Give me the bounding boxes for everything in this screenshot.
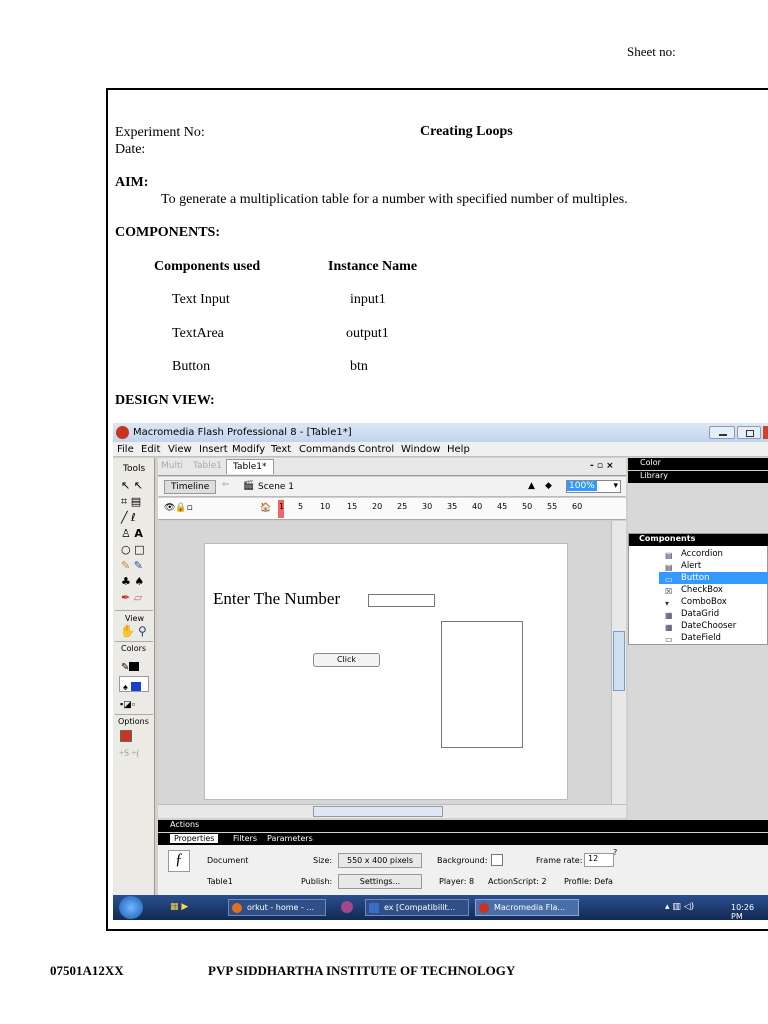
component-icons: ▤ ▤ ▭ ☒ ▾ ▦ ▦ ▭ <box>665 551 673 644</box>
color-panel-label: Color <box>640 458 661 467</box>
menu-bar <box>113 442 768 457</box>
document-name: Table1 <box>207 877 233 886</box>
taskbar-item[interactable]: orkut - home - ... <box>228 899 326 916</box>
minimize-button[interactable] <box>709 426 735 439</box>
menu-text[interactable]: Text <box>271 444 292 455</box>
pen-tool-icon[interactable]: ♙ <box>121 527 131 540</box>
hand-tool-icon[interactable]: ✋ <box>120 624 135 638</box>
frame-rate-input[interactable]: 12 <box>584 853 614 867</box>
actionscript-label: ActionScript: 2 <box>488 877 547 886</box>
taskbar <box>113 895 768 920</box>
ruler-tick: 30 <box>422 502 433 511</box>
zoom-tool-icon[interactable]: ⚲ <box>137 624 147 638</box>
ruler-tick: 1 <box>279 502 285 511</box>
zoom-value: 100% <box>569 481 595 491</box>
work-area <box>158 521 626 804</box>
edit-scene-icon[interactable]: ▲ <box>528 481 535 491</box>
layer-lock-icon[interactable]: 🏠 <box>260 503 272 513</box>
menu-window[interactable]: Window <box>401 444 441 455</box>
ruler-tick: 10 <box>320 502 331 511</box>
player-label: Player: 8 <box>439 877 475 886</box>
footer-code: 07501A12XX <box>50 963 124 978</box>
date-label: Date: <box>115 142 146 157</box>
components-panel-header[interactable] <box>629 534 768 546</box>
experiment-title: Creating Loops <box>420 124 513 139</box>
stroke-color-swatch[interactable] <box>121 657 147 673</box>
flash-icon <box>479 903 489 913</box>
component-item[interactable]: CheckBox <box>681 585 723 595</box>
help-icon[interactable]: ? <box>613 848 618 857</box>
window-title-bar <box>113 423 768 442</box>
stroke-pencil-icon: ✎ <box>121 662 130 673</box>
back-arrow-icon[interactable]: ⇐ <box>222 480 230 490</box>
start-button[interactable] <box>119 896 143 919</box>
instance-name-header: Instance Name <box>328 259 418 274</box>
ink-bottle-icon[interactable]: ♣ <box>121 575 131 588</box>
vertical-scrollbar[interactable] <box>611 521 626 804</box>
scene-label: Scene 1 <box>258 482 295 492</box>
document-tab-bar <box>158 458 626 476</box>
component-item[interactable]: Accordion <box>681 549 723 559</box>
menu-insert[interactable]: Insert <box>199 444 228 455</box>
window-controls-icon[interactable]: - ▫ × <box>590 461 614 471</box>
background-color-swatch[interactable] <box>491 854 503 866</box>
timeline-button[interactable]: Timeline <box>164 480 216 494</box>
horizontal-scrollbar[interactable] <box>158 804 626 818</box>
aim-heading: AIM: <box>115 175 149 190</box>
ruler-tick: 15 <box>347 502 358 511</box>
restore-button[interactable] <box>737 426 761 439</box>
ruler-tick: 5 <box>298 502 304 511</box>
menu-edit[interactable]: Edit <box>141 444 161 455</box>
free-transform-icon[interactable]: ⌗ <box>121 495 128 508</box>
tools-label: Tools <box>123 464 146 474</box>
selected-row-highlight <box>659 572 768 584</box>
stage <box>204 543 568 800</box>
stage-text-input[interactable] <box>368 594 435 607</box>
tools-panel <box>113 458 155 895</box>
publish-label: Publish: <box>301 877 333 886</box>
clock: 10:26 PM <box>731 903 755 920</box>
properties-panel <box>158 845 768 895</box>
brush-tool-icon[interactable]: ✎ <box>133 559 143 572</box>
component-item[interactable]: Alert <box>681 561 702 571</box>
aim-text: To generate a multiplication table for a number with specified number of multiples. <box>161 192 628 207</box>
quicklaunch-icons[interactable]: ▦ ▶ <box>170 902 189 912</box>
lasso-tool-icon[interactable]: ℓ <box>131 511 136 524</box>
menu-file[interactable]: File <box>117 444 134 455</box>
fill-bucket-icon: ♠ <box>123 682 128 692</box>
ruler-tick: 55 <box>547 502 558 511</box>
chevron-down-icon: ▾ <box>613 481 618 491</box>
fill-color-swatch[interactable] <box>119 676 149 692</box>
options-label: Options <box>118 717 149 726</box>
ruler-tick: 25 <box>397 502 408 511</box>
ruler-tick: 50 <box>522 502 533 511</box>
h-scrollbar-thumb[interactable] <box>313 806 443 817</box>
timeline-ruler <box>158 498 626 520</box>
doc-tab[interactable]: Multi <box>161 461 183 471</box>
window-title: Macromedia Flash Professional 8 - [Table1*] <box>133 427 352 438</box>
menu-view[interactable]: View <box>168 444 192 455</box>
ruler-tick: 45 <box>497 502 508 511</box>
colors-label: Colors <box>121 644 147 653</box>
ruler-tick: 40 <box>472 502 483 511</box>
line-tool-icon[interactable]: ╱ <box>121 511 128 524</box>
tab-filters[interactable]: Filters <box>233 834 257 843</box>
document-label: Document <box>207 856 249 865</box>
library-panel-label: Library <box>640 471 668 480</box>
arrow-tool-icon[interactable]: ↖ <box>121 479 131 492</box>
edit-bar <box>158 477 626 497</box>
subselect-tool-icon[interactable]: ↖ <box>133 479 143 492</box>
menu-help[interactable]: Help <box>447 444 470 455</box>
oval-tool-icon[interactable]: ○ <box>121 543 131 556</box>
ruler-tick: 20 <box>372 502 383 511</box>
actions-label: Actions <box>170 820 200 829</box>
component-item[interactable]: DateChooser <box>681 621 737 631</box>
instance-cell: output1 <box>346 326 389 341</box>
menu-commands[interactable]: Commands <box>299 444 356 455</box>
experiment-label: Experiment No: <box>115 125 205 140</box>
close-button[interactable] <box>763 426 768 439</box>
pencil-tool-icon[interactable]: ✎ <box>121 559 131 572</box>
messenger-icon[interactable] <box>341 901 353 913</box>
view-label: View <box>125 614 144 623</box>
components-panel-label: Components <box>639 534 696 543</box>
stage-label: Enter The Number <box>213 589 341 608</box>
snap-magnet-icon[interactable] <box>120 730 132 742</box>
browser-icon <box>232 903 242 913</box>
size-label: Size: <box>313 856 333 865</box>
doc-tab[interactable]: Table1 <box>193 461 222 471</box>
component-item[interactable]: DateField <box>681 633 721 643</box>
menu-control[interactable]: Control <box>358 444 395 455</box>
minimize-icon <box>719 434 727 436</box>
scene-icon: 🎬 <box>243 481 255 491</box>
text-tool-icon[interactable]: A <box>134 527 143 540</box>
flash-app-icon <box>116 426 129 439</box>
word-icon <box>369 903 379 913</box>
tool-icons <box>121 478 145 606</box>
layer-icons[interactable]: 👁🔒▫ <box>164 503 193 513</box>
components-panel <box>628 533 768 645</box>
frame-rate-label: Frame rate: <box>536 856 583 865</box>
edit-symbol-icon[interactable]: ◆ <box>545 481 552 491</box>
flash-screenshot <box>113 423 768 920</box>
taskbar-item-active[interactable]: Macromedia Fla... <box>475 899 579 916</box>
tray-icons[interactable]: ▴ ▥ ◁) <box>665 902 695 912</box>
settings-button[interactable]: Settings... <box>338 874 422 889</box>
components-used-header: Components used <box>154 259 261 274</box>
ruler-tick: 60 <box>572 502 583 511</box>
design-view-heading: DESIGN VIEW: <box>115 393 215 408</box>
smooth-straighten-icons[interactable]: +S +( <box>119 748 140 758</box>
component-item[interactable]: ComboBox <box>681 597 727 607</box>
taskbar-item[interactable]: ex [Compatibilit... <box>365 899 469 916</box>
tab-properties[interactable]: Properties <box>170 834 218 843</box>
paint-bucket-icon[interactable]: ♠ <box>134 575 145 588</box>
instance-cell: btn <box>350 359 368 374</box>
properties-tab-bar <box>158 833 768 845</box>
eyedropper-icon[interactable]: ✒ <box>121 591 131 604</box>
footer-institute: PVP SIDDHARTHA INSTITUTE OF TECHNOLOGY <box>208 963 516 978</box>
restore-icon <box>746 430 754 437</box>
sheet-number-label: Sheet no: <box>627 44 676 59</box>
ruler-tick: 35 <box>447 502 458 511</box>
zoom-select[interactable] <box>566 480 621 493</box>
stage-text-area[interactable] <box>441 621 523 748</box>
component-cell: Button <box>172 359 211 374</box>
color-panel-header[interactable] <box>628 458 768 470</box>
component-cell: Text Input <box>172 292 230 307</box>
document-type-icon: ƒ <box>168 850 190 872</box>
instance-cell: input1 <box>350 292 386 307</box>
rectangle-tool-icon[interactable]: □ <box>134 543 145 556</box>
tab-parameters[interactable]: Parameters <box>267 834 313 843</box>
menu-modify[interactable]: Modify <box>232 444 266 455</box>
view-icons <box>120 624 147 639</box>
actions-panel-header[interactable] <box>158 820 768 832</box>
gradient-transform-icon[interactable]: ▤ <box>130 495 142 508</box>
background-label: Background: <box>437 856 488 865</box>
size-button[interactable]: 550 x 400 pixels <box>338 853 422 868</box>
library-panel-header[interactable] <box>628 471 768 483</box>
profile-label: Profile: Defa <box>564 877 613 886</box>
component-cell: TextArea <box>172 326 224 341</box>
component-item[interactable]: DataGrid <box>681 609 720 619</box>
color-options-icons[interactable]: ▪◪▫ <box>120 699 135 709</box>
stage-click-button[interactable]: Click <box>313 653 380 667</box>
doc-tab-active[interactable]: Table1* <box>226 459 274 474</box>
component-item-selected[interactable]: Button <box>681 573 710 583</box>
components-heading: COMPONENTS: <box>115 225 220 240</box>
eraser-icon[interactable]: ▱ <box>133 591 143 604</box>
scrollbar-thumb[interactable] <box>613 631 625 691</box>
